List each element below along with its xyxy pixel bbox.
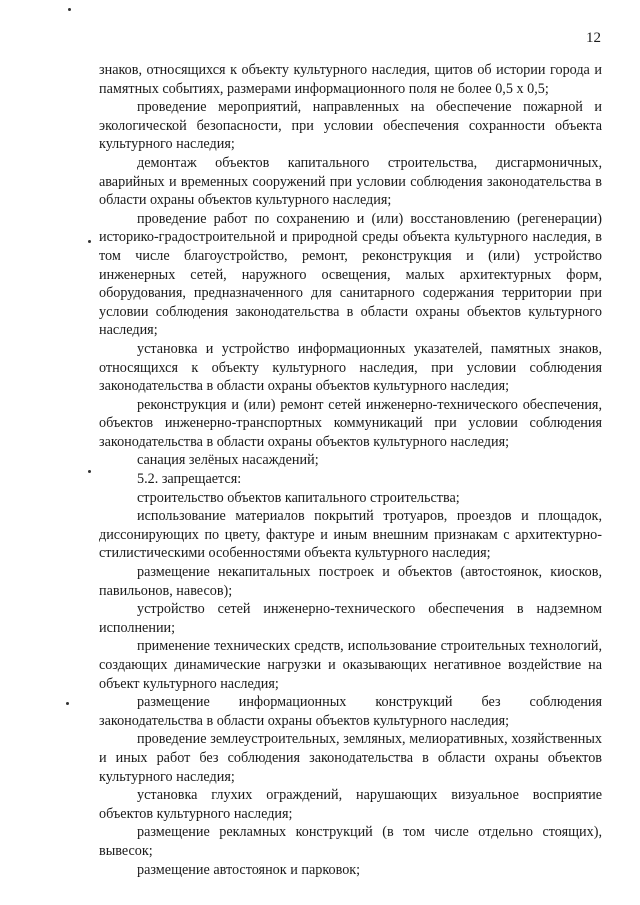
paragraph: проведение работ по сохранению и (или) восстановлению (регенерации) историко-градостроительной и природной среды объекта культурного наследия, в том числе благоустройство, ремонт, реконструкция и (или) устройство инженерных сетей, наружного освещения, малых архитектурных форм, оборудования, предназначенного для санитарного содержания территории при условии соблюдения законодательства в области охраны объектов культурного наследия; — [99, 210, 602, 339]
scan-speck — [88, 470, 91, 473]
scan-speck — [66, 702, 69, 705]
scan-speck — [68, 8, 71, 11]
paragraph: размещение рекламных конструкций (в том числе отдельно стоящих), вывесок; — [99, 824, 602, 859]
paragraph: размещение информационных конструкций без соблюдения законодательства в области охраны объектов культурного наследия; — [99, 694, 602, 729]
paragraph: строительство объектов капитального строительства; — [137, 489, 460, 506]
paragraph: проведение землеустроительных, земляных, мелиоративных, хозяйственных и иных работ без соблюдения законодательства в области охраны объектов культурного наследия; — [99, 731, 602, 785]
paragraph: применение технических средств, использование строительных технологий, создающих динамические нагрузки и оказывающих негативное воздействие на объект культурного наследия; — [99, 638, 602, 692]
paragraph: санация зелёных насаждений; — [137, 452, 319, 469]
paragraph: знаков, относящихся к объекту культурного наследия, щитов об истории города и памятных событиях, размерами информационного поля не более 0,5 х 0,5; — [99, 62, 602, 97]
paragraph: демонтаж объектов капитального строительства, дисгармоничных, аварийных и временных сооружений при условии соблюдения законодательства в области охраны объектов культурного наследия; — [99, 154, 602, 209]
paragraph: проведение мероприятий, направленных на обеспечение пожарной и экологической безопасности, при условии обеспечения сохранности объекта культурного наследия; — [99, 99, 602, 153]
paragraph: размещение автостоянок и парковок; — [137, 861, 361, 878]
document-body — [99, 61, 602, 879]
paragraph: установка и устройство информационных указателей, памятных знаков, относящихся к объекту культурного наследия, при условии соблюдения законодательства в области охраны объектов культурного наследия; — [99, 340, 602, 395]
paragraph: реконструкция и (или) ремонт сетей инженерно-технического обеспечения, объектов инженерно-транспортных коммуникаций при условии соблюдения законодательства в области охраны объектов культурного наследия; — [99, 396, 602, 450]
section-heading: 5.2. запрещается: — [137, 471, 242, 488]
paragraph: установка глухих ограждений, нарушающих визуальное восприятие объектов культурного наследия; — [99, 787, 602, 822]
paragraph: размещение некапитальных построек и объектов (автостоянок, киосков, павильонов, навесов); — [99, 564, 602, 599]
paragraph: использование материалов покрытий тротуаров, проездов и площадок, диссонирующих по цвету, фактуре и иным внешним признакам с архитектурно-стилистическими особенностями объекта культурного наследия; — [99, 508, 602, 562]
page-number: 12 — [586, 30, 601, 46]
paragraph: устройство сетей инженерно-технического обеспечения в надземном исполнении; — [99, 601, 602, 636]
scan-speck — [88, 240, 91, 243]
